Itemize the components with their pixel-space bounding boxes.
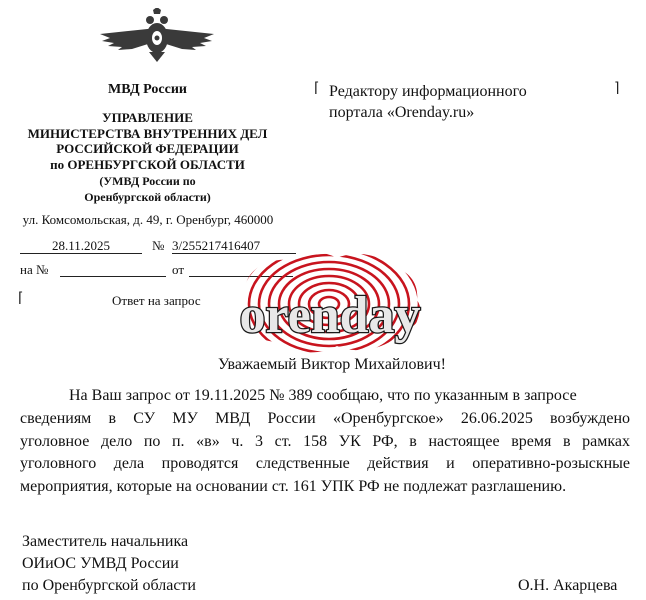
department-line-6: Оренбургской области)	[84, 190, 211, 204]
salutation: Уважаемый Виктор Михайлович!	[218, 356, 446, 373]
sender-address: ул. Комсомольская, д. 49, г. Оренбург, 460000	[22, 212, 274, 227]
reference-number-blank	[60, 262, 166, 277]
recipient-left-bracket-icon: ⌈	[314, 80, 320, 96]
department-line-2: МИНИСТЕРСТВА ВНУТРЕННИХ ДЕЛ	[27, 125, 268, 141]
reference-date-label: от	[172, 262, 185, 277]
signatory-name: О.Н. Акарцева	[518, 577, 618, 594]
number-label: №	[152, 238, 165, 253]
body-line-5: мероприятия, которые на основании ст. 161 УПК РФ не подлежат разглашению.	[20, 478, 567, 495]
orenday-watermark-logo	[205, 246, 455, 368]
body-line-3: уголовное дело по п. «в» ч. 3 ст. 158 УК РФ, в настоящее время в рамках	[20, 433, 630, 450]
mvd-emblem-icon	[96, 8, 218, 64]
body-line-1: На Ваш запрос от 19.11.2025 № 389 сообщаю, что по указанным в запросе	[69, 387, 577, 404]
department-line-5: (УМВД России по	[99, 174, 196, 188]
body-line-2: сведениям в СУ МУ МВД России «Оренбургское» 26.06.2025 возбуждено	[20, 410, 630, 427]
recipient-line-1: Редактору информационного	[329, 83, 527, 100]
department-line-1: УПРАВЛЕНИЕ	[102, 110, 193, 125]
letter-date: 28.11.2025	[20, 238, 142, 254]
subject-label: Ответ на запрос	[112, 293, 201, 308]
reference-number-label: на №	[20, 262, 49, 277]
department-line-4: по ОРЕНБУРГСКОЙ ОБЛАСТИ	[50, 156, 245, 172]
subject-bracket-icon: ⌈	[18, 290, 24, 306]
signatory-title-2: ОИиОС УМВД России	[22, 555, 179, 572]
signatory-title-1: Заместитель начальника	[22, 533, 189, 550]
recipient-right-bracket-icon: ⌉	[614, 80, 620, 96]
ministry-name: МВД России	[108, 82, 187, 97]
body-line-4: уголовного дела проводятся следственные действия и оперативно-розыскные	[20, 455, 630, 472]
recipient-line-2: портала «Orenday.ru»	[329, 104, 475, 121]
signatory-title-3: по Оренбургской области	[22, 577, 196, 594]
letter-number: 3/255217416407	[172, 238, 296, 254]
department-line-3: РОССИЙСКОЙ ФЕДЕРАЦИИ	[56, 141, 239, 156]
watermark-text: orenday	[239, 287, 421, 344]
